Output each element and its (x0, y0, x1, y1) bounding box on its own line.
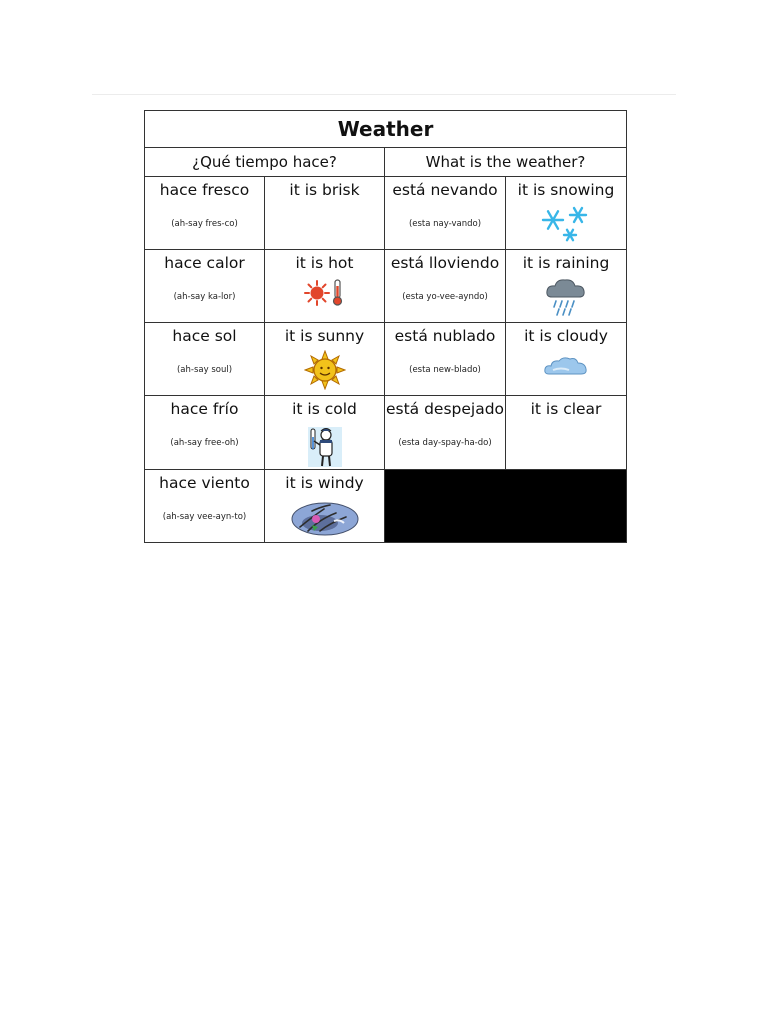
english-phrase: it is clear (530, 400, 602, 418)
spanish-phrase: hace fresco (159, 181, 250, 199)
pronunciation: (esta yo-vee-ayndo) (402, 292, 488, 302)
pronunciation: (ah-say free-oh) (170, 438, 239, 448)
spanish-phrase: hace viento (159, 474, 250, 492)
english-phrase: it is raining (522, 254, 610, 272)
table-title: Weather (337, 117, 434, 141)
black-blank-block (385, 470, 627, 543)
spanish-phrase: hace frío (170, 400, 239, 418)
english-phrase: it is cold (292, 400, 357, 418)
wind-icon (290, 497, 360, 537)
english-phrase: it is sunny (284, 327, 365, 345)
cold-person-icon (305, 423, 345, 469)
spanish-cell (145, 323, 265, 396)
spanish-phrase: está nublado (394, 327, 496, 345)
spanish-cell (385, 396, 506, 470)
spanish-phrase: hace sol (172, 327, 237, 345)
pronunciation: (esta nay-vando) (408, 219, 482, 229)
english-cell (506, 177, 627, 250)
english-cell (506, 396, 627, 470)
spanish-cell (145, 250, 265, 323)
weather-vocabulary-table (144, 110, 627, 543)
pronunciation: (ah-say ka-lor) (173, 292, 236, 302)
sun-thermometer-icon (301, 277, 349, 309)
spanish-phrase: está despejado (385, 400, 505, 418)
pronunciation: (ah-say fres-co) (171, 219, 238, 229)
rain-cloud-icon (544, 277, 588, 317)
spanish-phrase: hace calor (164, 254, 245, 272)
cloud-icon (543, 350, 589, 380)
english-cell (265, 396, 385, 470)
spanish-cell (145, 396, 265, 470)
spanish-cell (145, 177, 265, 250)
pronunciation: (esta new-blado) (409, 365, 481, 375)
spanish-header-cell (145, 148, 385, 177)
english-phrase: it is brisk (289, 181, 360, 199)
snowflake-icon (538, 204, 594, 244)
english-cell (506, 250, 627, 323)
english-cell (265, 323, 385, 396)
sun-icon (304, 350, 346, 390)
english-header: What is the weather? (425, 153, 586, 171)
spanish-cell (385, 323, 506, 396)
english-phrase: it is windy (285, 474, 364, 492)
english-cell (506, 323, 627, 396)
english-phrase: it is snowing (517, 181, 615, 199)
table-row (145, 470, 627, 543)
pronunciation: (esta day-spay-ha-do) (398, 438, 492, 448)
top-divider (92, 94, 676, 95)
english-cell (265, 470, 385, 543)
pronunciation: (ah-say vee-ayn-to) (162, 512, 247, 522)
table-row (145, 177, 627, 250)
table-row (145, 396, 627, 470)
spanish-phrase: está nevando (392, 181, 498, 199)
title-cell (145, 111, 627, 148)
spanish-cell (385, 250, 506, 323)
spanish-cell (145, 470, 265, 543)
english-phrase: it is cloudy (524, 327, 608, 345)
english-header-cell (385, 148, 627, 177)
english-cell (265, 250, 385, 323)
pronunciation: (ah-say soul) (176, 365, 233, 375)
english-phrase: it is hot (295, 254, 354, 272)
spanish-phrase: está lloviendo (390, 254, 500, 272)
table-row (145, 323, 627, 396)
spanish-cell (385, 177, 506, 250)
table-row (145, 250, 627, 323)
english-cell (265, 177, 385, 250)
spanish-header: ¿Qué tiempo hace? (192, 153, 337, 171)
